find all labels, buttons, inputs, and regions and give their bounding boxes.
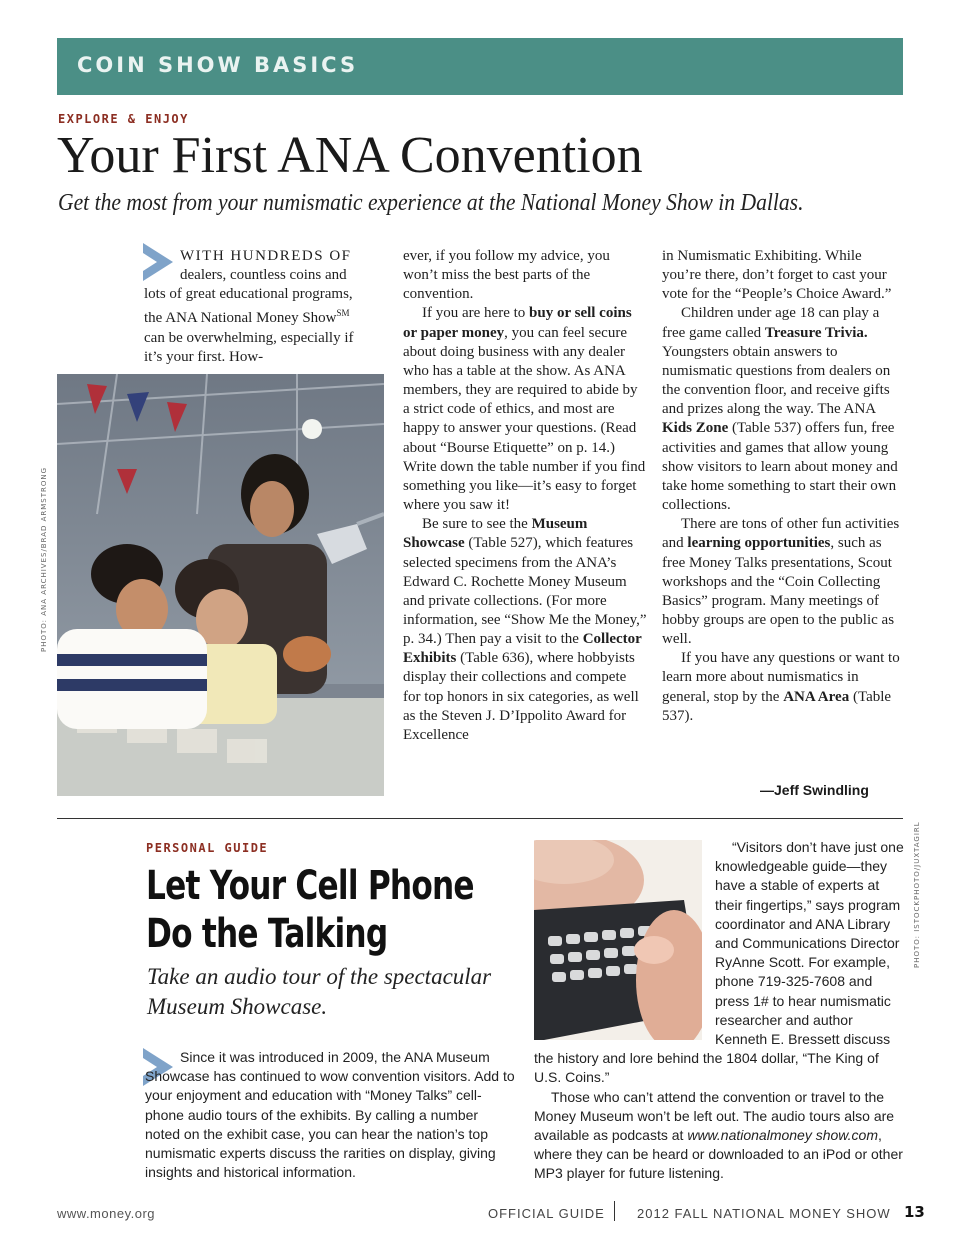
- col3-paragraph-4: [662, 649, 904, 726]
- col2-p3-bold-2: Collector Exhibits: [403, 631, 642, 667]
- col3-paragraph-3: [662, 515, 904, 649]
- article1-photo-credit: PHOTO: ANA ARCHIVES/BRAD ARMSTRONG: [40, 466, 48, 652]
- col2-p3-c: (Table 527), which features selected specimens from the ANA’s Edward C. Rochette Money Museum and private collections. (For more information, see “Show Me the Money,” p. 34.) Then pay a visit to the: [403, 535, 647, 648]
- article2-body-3: [534, 1088, 907, 1184]
- lead-caps-text: WITH HUNDREDS OF: [180, 248, 352, 264]
- body3-a: Those who can’t attend the convention or travel to the Money Museum won’t be left out. The audio tours also are available as podcasts at: [534, 1088, 895, 1144]
- section-divider: [57, 818, 903, 819]
- page-number: 13: [904, 1203, 925, 1221]
- col2-paragraph-1: ever, if you follow my advice, you won’t miss the best parts of the convention.: [403, 248, 610, 303]
- article2-kicker: PERSONAL GUIDE: [146, 841, 269, 855]
- article1-kicker: EXPLORE & ENJOY: [58, 112, 189, 126]
- article1-column-2: [403, 247, 647, 745]
- article2-title: [146, 862, 474, 958]
- col2-p2-a: If you are here to: [422, 305, 530, 322]
- article1-title: Your First ANA Convention: [57, 127, 643, 184]
- col3-p4-bold: ANA Area: [783, 688, 850, 705]
- col2-paragraph-3: [403, 515, 647, 745]
- col2-p2-c: , you can feel secure about doing business with any dealer who has a table at the show. As ANA members, they are required to abide by a strict code of ethics, and most are happy to answer your questions. (Read about “Bourse Etiquette” on p. 14.) Write down the table number if you find something you like—it’s easy to forget where you saw it!: [403, 324, 646, 514]
- col3-p2-bold-2: Kids Zone: [662, 420, 729, 437]
- col1-text-a: dealers, countless coins and lots of great educational programs, the ANA National Money Show: [144, 267, 353, 327]
- col2-p3-a: Be sure to see the: [422, 516, 532, 533]
- col2-p3-bold-1: Museum Showcase: [403, 516, 588, 552]
- col3-p2-bold-1: Treasure Trivia.: [764, 324, 868, 341]
- col3-p4-c: (Table 537).: [662, 688, 892, 724]
- body3-c: , where they can be heard or downloaded to an iPod or other MP3 player for future listening.: [534, 1127, 903, 1182]
- footer-guide: OFFICIAL GUIDE: [488, 1206, 605, 1221]
- article1-column-3: [662, 247, 904, 726]
- col3-p3-a: There are tons of other fun activities and: [662, 516, 900, 552]
- section-banner-label: COIN SHOW BASICS: [77, 53, 359, 77]
- col3-p2-c: Youngsters obtain answers to numismatic questions from dealers on the convention floor, and receive gifts and prizes along the way. The ANA: [662, 343, 891, 418]
- col3-p2-e: (Table 537) offers fun, free activities and games that allow young show visitors to learn about money and take home something to start their own collections.: [662, 420, 898, 514]
- article2-column-1: [145, 1048, 515, 1182]
- col2-paragraph-2: [403, 304, 647, 515]
- col2-p2-bold: buy or sell coins or paper money: [403, 305, 632, 341]
- footer-site[interactable]: www.money.org: [57, 1206, 156, 1221]
- col3-paragraph-2: [662, 304, 904, 515]
- article1-byline: —Jeff Swindling: [760, 782, 869, 798]
- col3-p3-bold: learning opportunities: [687, 535, 831, 552]
- col1-text-b: can be overwhelming, especially if it’s your first. How-: [144, 329, 354, 365]
- article2-dek: Take an audio tour of the spectacular Museum Showcase.: [147, 964, 492, 1019]
- col3-p3-c: , such as free Money Talks presentations, Scout workshops and the “Coin Collecting Basics” program. Many meetings of hobby groups are open to the public as well.: [662, 535, 895, 648]
- article2-title-line-2: Do the Talking: [146, 911, 388, 957]
- article1-dek: Get the most from your numismatic experience at the National Money Show in Dallas.: [58, 190, 804, 216]
- article2-title-line-1: Let Your Cell Phone: [146, 863, 474, 909]
- col3-p4-a: If you have any questions or want to learn more about numismatics in general, stop by the: [662, 650, 900, 705]
- convention-photo: [57, 374, 384, 796]
- footer-separator: [614, 1201, 615, 1221]
- article1-col1-paragraph: [144, 266, 372, 367]
- podcast-link[interactable]: www.nationalmoney show.com: [687, 1127, 878, 1144]
- article2-photo-credit: PHOTO: ISTOCKPHOTO/JUXTAGIRL: [913, 821, 921, 968]
- col3-p2-a: Children under age 18 can play a free game called: [662, 305, 880, 341]
- article2-column-2: [534, 838, 907, 1184]
- footer-show: 2012 FALL NATIONAL MONEY SHOW: [637, 1206, 891, 1221]
- col2-p3-e: (Table 636), where hobbyists display their collections and compete for top honors in six categories, as well as the Steven J. D’Ippolito Award for Excellence: [403, 650, 639, 743]
- article2-body-2: “Visitors don’t have just one knowledgeable guide—they have a stable of experts at their fingertips,” says program coordinator and ANA Library and Communications Director RyAnne Scott. For example, phone 719-325-7608 and press 1# to hear numismatic researcher and author Kenneth E. Bressett discuss the history and lore behind the 1804 dollar, “The King of U.S. Coins.”: [534, 839, 904, 1086]
- col3-paragraph-1: in Numismatic Exhibiting. While you’re there, don’t forget to cast your vote for the “People’s Choice Award.”: [662, 248, 892, 303]
- section-banner: [57, 38, 903, 95]
- article1-column-1: [144, 247, 372, 367]
- lead-caps: [144, 247, 372, 266]
- photo-wrap-spacer: [534, 838, 715, 1037]
- article2-body-1: Since it was introduced in 2009, the ANA Museum Showcase has continued to wow convention visitors. Add to your enjoyment and education with “Money Talks” cell-phone audio tours of the exhibits. By calling a number noted on the exhibit case, you can hear the nation’s top numismatic experts discuss the rarities on display, giving insights and historical information.: [145, 1049, 515, 1181]
- service-mark: SM: [336, 308, 350, 319]
